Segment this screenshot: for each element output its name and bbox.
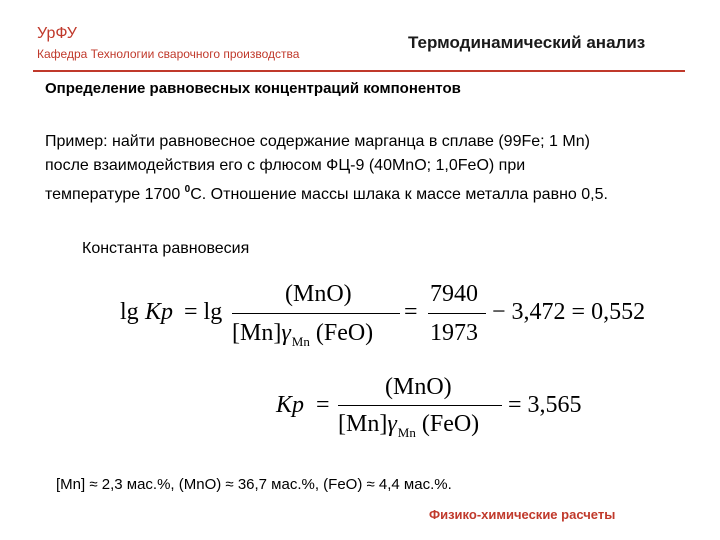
problem-line-3-start: температуре 1700 [45, 186, 185, 203]
result-concentrations: [Mn] ≈ 2,3 мас.%, (MnO) ≈ 36,7 мас.%, (FeO) ≈ 4,4 мас.%. [56, 476, 452, 493]
problem-line-2: после взаимодействия его с флюсом ФЦ-9 (40MnO; 1,0FeO) при [45, 157, 526, 174]
formula1-lg: lg [120, 299, 139, 325]
formula1-result: − 3,472 = 0,552 [492, 299, 646, 325]
gamma-subscript: Mn [397, 425, 416, 440]
formula2-den-feo: (FeO) [421, 411, 480, 437]
problem-line-3-end: С. Отношение массы шлака к массе металла равно 0,5. [190, 186, 608, 203]
formula2-result: = 3,565 [508, 392, 582, 418]
formula2-denominator [338, 412, 479, 439]
brand-logo-text: УрФУ [37, 25, 77, 42]
page-title: Термодинамический анализ [408, 33, 646, 52]
formula2-numerator: (MnO) [385, 374, 452, 400]
gamma-subscript: Mn [291, 334, 310, 349]
formula1-den-mn: [Mn] [232, 320, 282, 346]
formula2-fraction-bar [338, 405, 502, 406]
section-subtitle: Определение равновесных концентраций компонентов [45, 80, 461, 97]
footer-label: Физико-химические расчеты [429, 507, 616, 522]
degree-superscript: 0 [184, 184, 191, 195]
formula1-frac2-numerator: 7940 [430, 281, 478, 307]
formula2-equals: = [316, 392, 330, 418]
formula1-eq-lg: = lg [184, 299, 223, 325]
formula1-numerator: (MnO) [285, 281, 352, 307]
gamma-symbol: γ [387, 411, 397, 437]
formula1-den-feo: (FeO) [315, 320, 374, 346]
equilibrium-constant-label: Константа равновесия [82, 240, 250, 257]
formula1-frac2-denominator: 1973 [430, 320, 478, 346]
department-name: Кафедра Технологии сварочного производства [37, 47, 300, 61]
formula1-kp: Kp [145, 299, 174, 325]
gamma-symbol: γ [281, 320, 291, 346]
problem-line-1: Пример: найти равновесное содержание марганца в сплаве (99Fe; 1 Mn) [45, 133, 590, 150]
formula1-equals: = [404, 299, 418, 325]
formula2-kp: Kp [276, 392, 305, 418]
formula2-den-mn: [Mn] [338, 411, 388, 437]
